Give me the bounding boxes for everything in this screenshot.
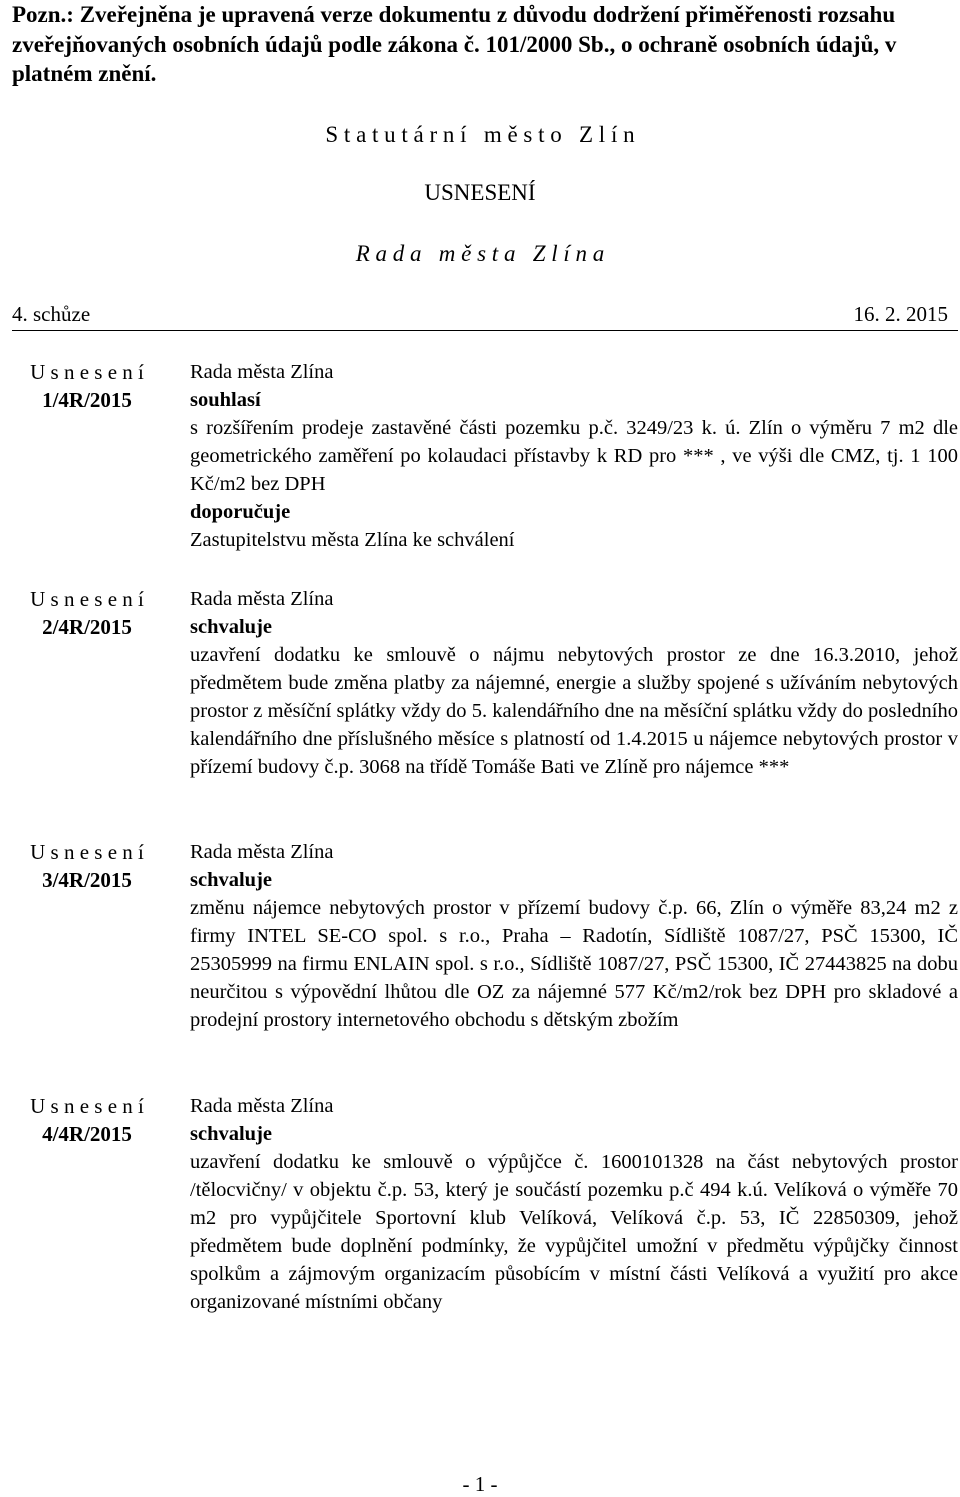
resolution-text: uzavření dodatku ke smlouvě o nájmu nebytových prostor ze dne 16.3.2010, jehož předmětem bude změna platby za nájemné, energie a služby spojené s užíváním nebytových prostor z měsíční splátky vždy do 5. kalendářního dne na měsíční splátku vždy do posledního kalendářního dne příslušného měsíce s platností od 1.4.2015 u nájemce nebytových prostor v přízemí budovy č.p. 3068 na třídě Tomáše Bati ve Zlíně pro nájemce *** (190, 644, 958, 778)
resolution-text: s rozšířením prodeje zastavěné části pozemku p.č. 3249/23 k. ú. Zlín o výměru 7 m2 dle geometrického zaměření po kolaudaci přístavby k RD pro *** , ve výši dle CMZ, tj. 1 100 Kč/m2 bez DPH (190, 417, 958, 495)
resolution-body (190, 585, 958, 781)
document-type-title: USNESENÍ (424, 180, 536, 205)
meeting-date: 16. 2. 2015 (853, 302, 948, 326)
resolution-verb: schvaluje (190, 869, 272, 891)
resolution-verb: souhlasí (190, 389, 261, 411)
resolution-issuer: Rada města Zlína (190, 588, 334, 610)
resolution-text-secondary: Zastupitelstvu města Zlína ke schválení (190, 529, 515, 551)
resolution-issuer: Rada města Zlína (190, 1095, 334, 1117)
resolution-text: uzavření dodatku ke smlouvě o výpůjčce č. 1600101328 na část nebytových prostor /tělocvičny/ v objektu č.p. 53, který je součástí pozemku p.č 494 k.ú. Velíková o výměře 70 m2 pro vypůjčitele Sportovní klub Velíková, Velíková č.p. 53, IČ 22850309, jehož předmětem bude doplnění podmínky, že vypůjčitel umožní v předmětu výpůjčky činnost spolkům a zájmovým organizacím působícím v místní části Velíková a využití pro akce organizované místními občany (190, 1151, 958, 1313)
resolution-text: změnu nájemce nebytových prostor v přízemí budovy č.p. 66, Zlín o výměře 83,24 m2 z firmy INTEL SE-CO spol. s r.o., Praha – Radotín, Sídliště 1087/27, PSČ 15300, IČ 25305999 na firmu ENLAIN spol. s r.o., Sídliště 1087/27, PSČ 15300, IČ 27443825 na dobu neurčitou s výpovědní lhůtou dle OZ za nájemné 577 Kč/m2/rok bez DPH pro skladové a prodejní prostory internetového obchodu s dětským zbožím (190, 897, 958, 1031)
resolution-number: 1/4R/2015 (42, 388, 132, 412)
resolution-caption: U s n e s e n í (30, 1094, 144, 1118)
page-number: - 1 - (462, 1472, 498, 1496)
city-title: S t a t u t á r n í m ě s t o Z l í n (325, 122, 635, 147)
meeting-number: 4. schůze (12, 302, 91, 326)
header-divider (12, 330, 958, 331)
resolution-label (12, 1092, 162, 1148)
resolution-caption: U s n e s e n í (30, 360, 144, 384)
resolution-verb: schvaluje (190, 616, 272, 638)
resolution-number: 4/4R/2015 (42, 1122, 132, 1146)
resolution-issuer: Rada města Zlína (190, 841, 334, 863)
resolution-verb-secondary: doporučuje (190, 501, 291, 523)
privacy-note: Pozn.: Zveřejněna je upravená verze dokumentu z důvodu dodržení přiměřenosti rozsahu zveřejňovaných osobních údajů podle zákona č. 101/2000 Sb., o ochraně osobních údajů, v platném znění. (12, 2, 897, 86)
resolution-label (12, 838, 162, 894)
council-title: R a d a m ě s t a Z l í n a (355, 241, 605, 266)
resolution-body (190, 1092, 958, 1316)
resolution-body (190, 358, 958, 554)
resolution-caption: U s n e s e n í (30, 587, 144, 611)
resolution-caption: U s n e s e n í (30, 840, 144, 864)
resolution-verb: schvaluje (190, 1123, 272, 1145)
resolution-body (190, 838, 958, 1034)
resolution-label (12, 358, 162, 414)
resolution-label (12, 585, 162, 641)
resolution-issuer: Rada města Zlína (190, 361, 334, 383)
resolution-number: 3/4R/2015 (42, 868, 132, 892)
resolution-number: 2/4R/2015 (42, 615, 132, 639)
